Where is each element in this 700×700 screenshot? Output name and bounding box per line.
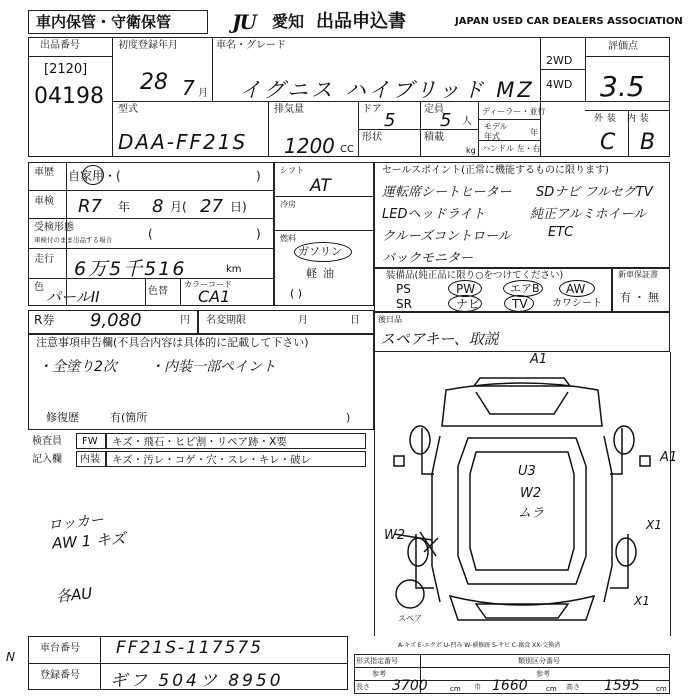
model-label: 車名・グレード [216, 40, 286, 51]
ext-int-label: 外装 内装 [594, 114, 653, 124]
reg-month-unit: 月 [198, 88, 208, 99]
history-label: 車歴 [34, 167, 54, 178]
org-name: 愛知 [272, 12, 305, 31]
fuel-gas: ガソリン [298, 245, 342, 258]
hood-outline [442, 383, 602, 426]
selling-label: セールスポイント(正常に機能するものに限ります) [382, 165, 609, 176]
color-replace-label: 色替 [148, 286, 168, 297]
load-unit: kg [466, 146, 476, 155]
left-body-outline [432, 436, 440, 602]
spec-len-unit: cm [450, 685, 461, 693]
color-value: パールII [46, 288, 100, 306]
mark-x1-bottom: X1 [634, 594, 650, 608]
spec-hgt: 1595 [604, 678, 640, 694]
equip-navi: ナビ [456, 297, 481, 311]
notes-label: 注意事項申告欄(不具合内容は具体的に記載して下さい) [36, 336, 309, 349]
reg-year: 28 [140, 70, 168, 95]
spec-hgt-label: 高さ [566, 683, 580, 691]
equipment-label: 装備品(純正品に限り○をつけてください) [386, 270, 564, 281]
notes-line-2: ・内装一部ペイント [150, 359, 276, 375]
inspector-row1-text: キズ・飛石・ヒビ割・リペア跡・X要 [112, 436, 287, 448]
load-label: 積載 [424, 132, 444, 143]
wheel-fr [614, 426, 634, 454]
inspection-year-unit: 年 [118, 200, 131, 214]
chassis-value: FF21S-117575 [116, 638, 264, 658]
capacity-value: 5 [440, 110, 452, 131]
mark-w2: W2 [520, 486, 542, 501]
equip-leather: カワシート [552, 298, 602, 309]
mileage-label: 走行 [34, 254, 54, 265]
spec-wid: 1660 [492, 678, 528, 694]
selling-point-4: 純正アルミホイール [530, 207, 647, 222]
model-value: イグニス ハイブリッド MZ [240, 78, 535, 102]
selling-point-2: SDナビ フルセグTV [536, 185, 653, 200]
mark-x1: X1 [646, 518, 662, 532]
selling-point-1: 運転席シートヒーター [382, 185, 512, 200]
inspector-row2-text: キズ・汚レ・コゲ・穴・スレ・キレ・破レ [112, 454, 312, 466]
aw-circle [559, 280, 595, 297]
color-code: CA1 [198, 287, 231, 306]
ju-logo: JU [232, 10, 255, 34]
color-label: 色 [34, 282, 44, 293]
history-value: 自家用・( [68, 169, 121, 183]
score-value: 3.5 [600, 70, 645, 103]
mileage-unit: km [226, 264, 242, 275]
handwritten-note-3: 各AU [55, 584, 94, 606]
displacement-unit: CC [340, 144, 354, 155]
lot-number: 04198 [34, 84, 104, 109]
shift-value: AT [310, 176, 331, 196]
model-year-unit: 年 [530, 128, 538, 137]
doors-label: ドア [362, 104, 382, 115]
receive-note: 車検付のまま出品する場合 [34, 236, 112, 244]
dealer-type-label: ディーラー・並行 [482, 107, 546, 116]
spec-row1a: 形式指定番号 [356, 657, 398, 665]
equip-pw: PW [456, 282, 476, 296]
storage-label: 車内保管・守衛保管 [36, 13, 172, 31]
equip-airbag: エアB [510, 282, 540, 295]
aftermarket-value: スペアキー、取説 [380, 330, 499, 348]
equip-aw: AW [566, 282, 586, 296]
fuel-paren: ( ) [290, 287, 303, 300]
type-label: 型式 [118, 104, 138, 115]
mark-a1-top: A1 [530, 352, 548, 367]
plate-value: ギフ 504ツ 8950 [110, 671, 284, 691]
score-label: 評価点 [608, 41, 638, 52]
selling-point-5: クルーズコントロール [382, 229, 511, 244]
fuel-label: 燃料 [280, 234, 296, 243]
mark-mura: ムラ [518, 506, 545, 521]
wheel-rr [616, 538, 636, 566]
repair-close: ) [346, 411, 351, 424]
inspector-fw: FW [82, 436, 98, 447]
inspection-month: 8 [152, 196, 164, 217]
spec-row1b: 参考 [372, 670, 386, 678]
drive-4wd: 4WD [546, 78, 573, 91]
equip-ps: PS [396, 282, 411, 296]
shift-label: シフト [280, 166, 304, 175]
inspection-day-unit: 日) [230, 200, 247, 214]
spare-tire [396, 580, 424, 608]
inspector-int: 内装 [80, 454, 100, 465]
spec-row2b: 参考 [536, 670, 550, 678]
namechange-day: 日 [350, 315, 360, 326]
lot-label: 出品番号 [40, 40, 80, 51]
type-value: DAA-FF21S [118, 130, 248, 154]
inspection-day: 27 [200, 196, 223, 217]
capacity-label: 定員 [424, 104, 444, 115]
wheel-fl [410, 426, 430, 454]
equip-tv: TV [512, 297, 528, 311]
namechange-label: 名変期限 [206, 315, 246, 326]
spare-label: スペア [398, 614, 422, 623]
handle-label: ハンドル 左・右 [482, 144, 541, 153]
right-body-outline [604, 436, 612, 602]
selling-point-7: バックモニター [382, 251, 474, 266]
fuel-gas-circle [294, 242, 352, 262]
doc-title: 出品申込書 [316, 11, 406, 32]
tv-circle [504, 295, 534, 312]
warranty-label: 新車保証書 [618, 270, 658, 279]
displacement-value: 1200 [284, 134, 335, 158]
interior-score: B [640, 130, 656, 155]
history-circle [82, 165, 104, 185]
reg-label: 初度登録年月 [118, 40, 178, 51]
plate-label: 登録番号 [40, 670, 80, 681]
damage-legend: A-キズ E-エクボ U-凹み W-補修跡 S-サビ C-腐食 XX-交換済 [398, 642, 561, 649]
receive-label: 受検形態 [34, 222, 74, 233]
receive-close: ) [256, 227, 261, 241]
navi-circle [448, 295, 482, 312]
spec-wid-unit: cm [546, 685, 557, 693]
inspector-label-1: 検査員 [32, 436, 62, 447]
edge-mark: N [6, 650, 15, 664]
mark-a1-right: A1 [660, 450, 678, 465]
spec-len-label: 長さ [356, 683, 370, 691]
reg-month: 7 [182, 76, 195, 100]
notes-line-1: ・全塗り2次 [38, 359, 117, 375]
inspection-era: R7 [78, 196, 102, 217]
color-code-label: カラーコード [184, 280, 232, 289]
inspector-label-2: 記入欄 [32, 454, 62, 465]
warranty-value: 有・無 [620, 291, 662, 304]
shape-label: 形状 [362, 132, 382, 143]
chassis-label: 車台番号 [40, 643, 80, 654]
selling-point-6: ETC [548, 225, 574, 240]
mileage-value: 6万5千516 [74, 258, 187, 280]
lot-code: [2120] [44, 62, 88, 77]
fee-label: R券 [34, 313, 55, 327]
inspection-month-unit: 月( [170, 200, 187, 214]
spec-hgt-unit: cm [656, 685, 667, 693]
spec-row2a: 類別区分番号 [518, 657, 560, 665]
model-year-label: モデル年式 [484, 122, 508, 141]
equip-sr: SR [396, 297, 412, 311]
mark-u3: U3 [518, 464, 536, 479]
fee-unit: 円 [180, 315, 190, 326]
exterior-score: C [600, 130, 616, 155]
mark-w2-left: W2 [384, 528, 406, 543]
namechange-month: 月 [298, 315, 308, 326]
rear-outline [450, 596, 594, 620]
handwritten-note-1: ロッカー [47, 512, 105, 534]
fuel-diesel: 軽油 [306, 267, 340, 280]
history-close: ) [256, 169, 261, 183]
capacity-unit: 人 [462, 116, 472, 127]
aircon-label: 冷房 [280, 200, 296, 209]
repair-value: 有(箇所 [110, 411, 148, 424]
inspection-label: 車検 [34, 196, 54, 207]
doors-value: 5 [384, 110, 396, 131]
aftermarket-label: 後日品 [378, 315, 402, 324]
spec-wid-label: 巾 [474, 683, 481, 691]
handwritten-note-2: AW 1 キズ [51, 529, 127, 553]
selling-point-3: LEDヘッドライト [382, 207, 486, 222]
english-org: JAPAN USED CAR DEALERS ASSOCIATION [455, 16, 683, 27]
fee-value: 9,080 [90, 310, 142, 331]
repair-label: 修復歴 [46, 411, 79, 424]
receive-open: ( [148, 227, 153, 241]
displacement-label: 排気量 [274, 104, 304, 115]
spec-len: 3700 [392, 678, 428, 694]
drive-2wd: 2WD [546, 54, 573, 67]
